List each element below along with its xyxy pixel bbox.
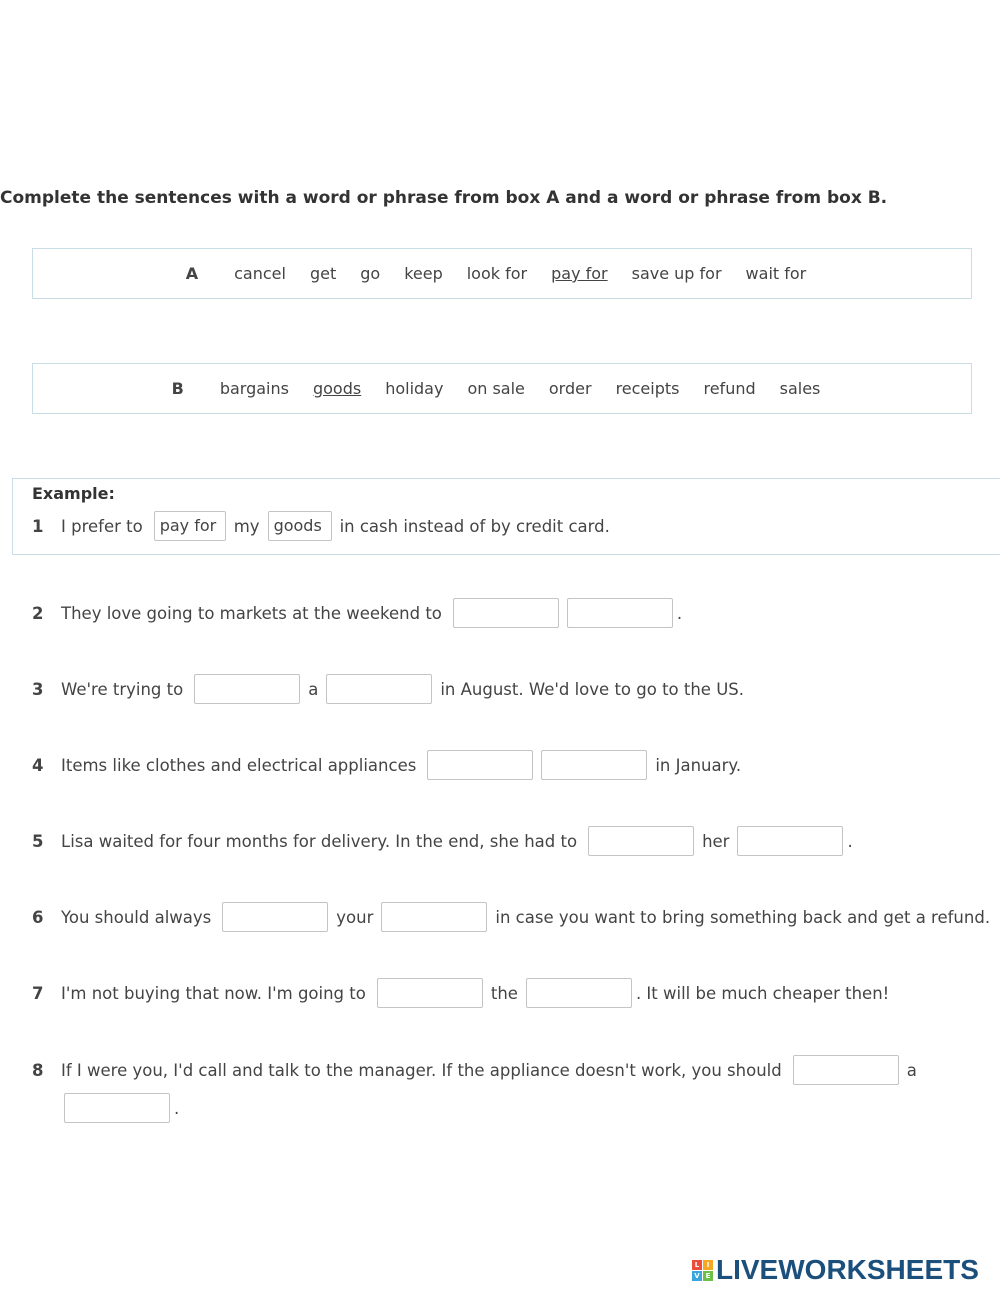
logo-text: LIVEWORKSHEETS: [716, 1254, 979, 1285]
question-8: [32, 1055, 921, 1085]
question-number: 1: [32, 516, 44, 536]
question-number: 4: [32, 755, 44, 775]
answer-input-a[interactable]: [427, 750, 533, 780]
box-a-word: keep: [404, 264, 443, 283]
question-number: 8: [32, 1060, 44, 1080]
liveworksheets-logo: [692, 1254, 979, 1286]
question-number: 3: [32, 679, 44, 699]
sentence-text: the: [490, 983, 518, 1003]
box-b-word: on sale: [467, 379, 525, 398]
box-a-word-used: pay for: [551, 264, 608, 283]
instruction-text: Complete the sentences with a word or phrase from box A and a word or phrase from box B.: [0, 188, 888, 208]
question-3: [32, 674, 748, 704]
question-2: [32, 598, 682, 628]
box-b-word: receipts: [615, 379, 680, 398]
sentence-text: .: [847, 831, 853, 851]
answer-input-b[interactable]: [326, 674, 432, 704]
sentence-text: in cash instead of by credit card.: [339, 516, 610, 536]
sentence-text: .: [174, 1098, 180, 1118]
example-answer-field: pay for: [154, 511, 226, 541]
answer-input-a[interactable]: [588, 826, 694, 856]
sentence-text: my: [233, 516, 260, 536]
sentence-text: in January.: [655, 755, 742, 775]
question-4: [32, 750, 745, 780]
sentence-text: Items like clothes and electrical appliances: [61, 755, 417, 775]
answer-input-b[interactable]: [737, 826, 843, 856]
answer-input-a[interactable]: [453, 598, 559, 628]
answer-input-a[interactable]: [377, 978, 483, 1008]
box-b-word: bargains: [219, 379, 289, 398]
box-a-word: save up for: [631, 264, 722, 283]
word-box-b: [32, 363, 972, 414]
sentence-text: Lisa waited for four months for delivery. In the end, she had to: [61, 831, 578, 851]
sentence-text: in August. We'd love to go to the US.: [440, 679, 744, 699]
word-box-a: [32, 248, 972, 299]
answer-input-a[interactable]: [194, 674, 300, 704]
answer-input-a[interactable]: [793, 1055, 899, 1085]
answer-input-b[interactable]: [64, 1093, 170, 1123]
sentence-text: We're trying to: [61, 679, 184, 699]
answer-input-a[interactable]: [222, 902, 328, 932]
example-answer-field: goods: [268, 511, 332, 541]
box-a-word: go: [360, 264, 381, 283]
sentence-text: a: [308, 679, 319, 699]
logo-mark-letter: I: [703, 1260, 713, 1270]
answer-input-b[interactable]: [381, 902, 487, 932]
box-b-word: sales: [779, 379, 821, 398]
question-number: 5: [32, 831, 44, 851]
box-a-label: A: [185, 264, 199, 283]
logo-mark-letter: L: [692, 1260, 702, 1270]
box-a-word: cancel: [234, 264, 286, 283]
sentence-text: You should always: [61, 907, 212, 927]
logo-mark-letter: E: [703, 1271, 713, 1281]
box-a-word: look for: [466, 264, 528, 283]
logo-mark-icon: [692, 1260, 713, 1281]
sentence-text: in case you want to bring something back and get a refund.: [495, 907, 991, 927]
answer-input-b[interactable]: [567, 598, 673, 628]
question-7: [32, 978, 889, 1008]
box-b-word: holiday: [385, 379, 444, 398]
sentence-text: your: [336, 907, 374, 927]
example-title: Example:: [32, 484, 115, 503]
sentence-text: They love going to markets at the weekend to: [61, 603, 442, 623]
question-5: [32, 826, 853, 856]
answer-input-b[interactable]: [541, 750, 647, 780]
box-b-word-used: goods: [312, 379, 362, 398]
sentence-text: . It will be much cheaper then!: [635, 983, 890, 1003]
box-b-word: refund: [703, 379, 756, 398]
question-8-continued: [60, 1093, 179, 1123]
example-sentence: [32, 511, 614, 541]
box-a-word: wait for: [745, 264, 807, 283]
answer-input-b[interactable]: [526, 978, 632, 1008]
box-b-label: B: [171, 379, 184, 398]
box-b-word: order: [548, 379, 592, 398]
sentence-text: a: [906, 1060, 917, 1080]
sentence-text: her: [702, 831, 730, 851]
sentence-text: I'm not buying that now. I'm going to: [61, 983, 366, 1003]
sentence-text: .: [676, 603, 683, 623]
question-6: [32, 902, 994, 932]
question-number: 2: [32, 603, 44, 623]
question-number: 7: [32, 983, 44, 1003]
question-number: 6: [32, 907, 44, 927]
sentence-text: If I were you, I'd call and talk to the manager. If the appliance doesn't work, you should: [61, 1060, 782, 1080]
logo-mark-letter: V: [692, 1271, 702, 1281]
sentence-text: I prefer to: [61, 516, 143, 536]
box-a-word: get: [309, 264, 337, 283]
